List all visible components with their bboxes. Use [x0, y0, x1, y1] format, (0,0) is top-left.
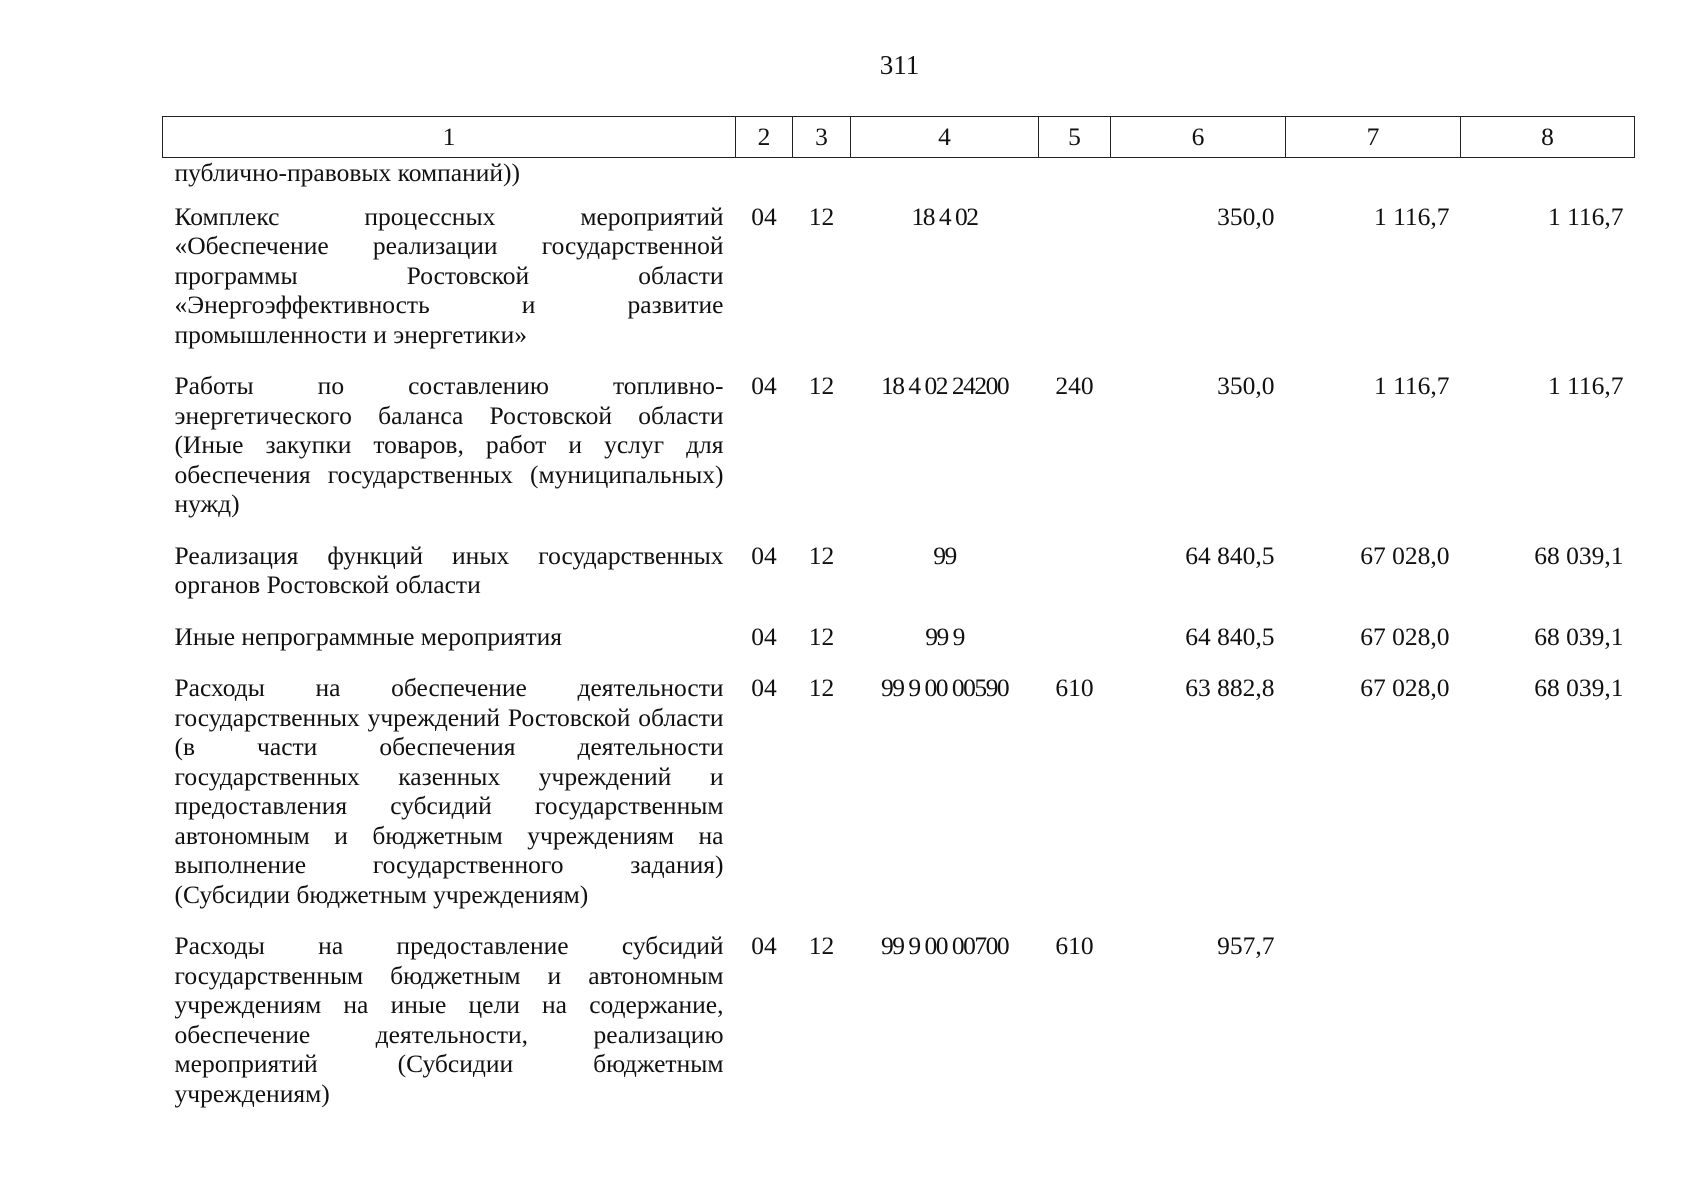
expense-type-code: 610: [1055, 673, 1094, 702]
amount-col-7: 67 028,0: [1360, 540, 1450, 570]
row-description: Работы по составлению топливно-энергетического баланса Ростовской области (Иные закупки товаров, работ и услуг для обеспечения государственных (муниципальных) нужд): [174, 371, 724, 518]
amount-col-6: 63 882,8: [1185, 673, 1275, 702]
table-row: [163, 921, 1635, 1120]
section-code: [736, 158, 793, 192]
section-code: 04: [751, 931, 777, 960]
page-number: 311: [879, 50, 920, 80]
row-description: Иные непрограммные мероприятия: [174, 621, 563, 651]
column-header-4: 4: [851, 117, 1039, 158]
table-header: [163, 117, 1635, 158]
subsection-code: 12: [808, 621, 835, 651]
amount-col-8: 1 116,7: [1547, 371, 1624, 400]
amount-col-6: 64 840,5: [1185, 540, 1275, 570]
amount-col-8: 68 039,1: [1534, 540, 1624, 570]
header-row: [163, 117, 1635, 158]
target-article-code: 99: [933, 540, 956, 570]
expense-type-code: 240: [1055, 371, 1094, 400]
expense-type-code: [1039, 192, 1111, 362]
column-header-3: 3: [793, 117, 851, 158]
amount-col-8: 68 039,1: [1534, 673, 1624, 702]
target-article-code: [851, 158, 1039, 192]
subsection-code: 12: [808, 201, 835, 231]
amount-col-7: 67 028,0: [1360, 673, 1450, 702]
column-header-7: 7: [1286, 117, 1461, 158]
table-row: [163, 663, 1635, 921]
column-header-5: 5: [1039, 117, 1111, 158]
row-description: Расходы на обеспечение деятельности государственных учреждений Ростовской области (в части обеспечения деятельности государственных казенных учреждений и предоставления субсидий государственным автономным и бюджетным учреждениям на выполнение государственного задания) (Субсидии бюджетным учреждениям): [174, 673, 724, 909]
section-code: 04: [751, 201, 777, 231]
amount-col-6: 350,0: [1217, 201, 1275, 231]
row-description: Расходы на предоставление субсидий государственным бюджетным и автономным учреждениям на иные цели на содержание, обеспечение деятельности, реализацию мероприятий (Субсидии бюджетным учреждениям): [174, 931, 724, 1108]
column-header-8: 8: [1461, 117, 1635, 158]
section-code: 04: [751, 540, 777, 570]
table-row: [163, 612, 1635, 664]
table-row: [163, 192, 1635, 362]
section-code: 04: [751, 371, 777, 400]
target-article-code: 99 9 00 00700: [880, 931, 1009, 960]
subsection-code: 12: [808, 931, 835, 960]
expense-type-code: 610: [1055, 931, 1094, 960]
table-row: [163, 361, 1635, 531]
expense-type-code: [1039, 531, 1111, 612]
subsection-code: 12: [808, 371, 835, 400]
subsection-code: 12: [808, 540, 835, 570]
table-body: [163, 158, 1635, 1121]
amount-col-8: [1461, 921, 1635, 1120]
target-article-code: 99 9 00 00590: [880, 673, 1009, 702]
table-row: [163, 158, 1635, 192]
amount-col-8: 68 039,1: [1534, 621, 1624, 651]
amount-col-7: 67 028,0: [1360, 621, 1450, 651]
amount-col-6: 350,0: [1217, 371, 1275, 400]
budget-table: [162, 116, 1635, 1120]
amount-col-6: 957,7: [1217, 931, 1275, 960]
expense-type-code: [1039, 612, 1111, 664]
amount-col-7: [1286, 158, 1461, 192]
amount-col-7: [1286, 921, 1461, 1120]
amount-col-8: 1 116,7: [1547, 201, 1624, 231]
amount-col-6: 64 840,5: [1185, 621, 1275, 651]
target-article-code: 18 4 02: [911, 201, 978, 231]
expense-type-code: [1039, 158, 1111, 192]
target-article-code: 99 9: [925, 621, 964, 651]
row-description: публично-правовых компаний)): [174, 158, 520, 187]
column-header-2: 2: [736, 117, 793, 158]
section-code: 04: [751, 621, 777, 651]
subsection-code: 12: [808, 673, 835, 702]
section-code: 04: [751, 673, 777, 702]
amount-col-7: 1 116,7: [1373, 201, 1450, 231]
amount-col-7: 1 116,7: [1373, 371, 1450, 400]
column-header-1: 1: [163, 117, 736, 158]
row-description: Реализация функций иных государственных органов Ростовской области: [174, 540, 724, 599]
subsection-code: [793, 158, 851, 192]
target-article-code: 18 4 02 24200: [880, 371, 1009, 400]
amount-col-6: [1111, 158, 1286, 192]
table-row: [163, 531, 1635, 612]
amount-col-8: [1461, 158, 1635, 192]
row-description: Комплекс процессных мероприятий «Обеспечение реализации государственной программы Ростовской области «Энергоэффективность и развитие промышленности и энергетики»: [174, 201, 724, 349]
column-header-6: 6: [1111, 117, 1286, 158]
